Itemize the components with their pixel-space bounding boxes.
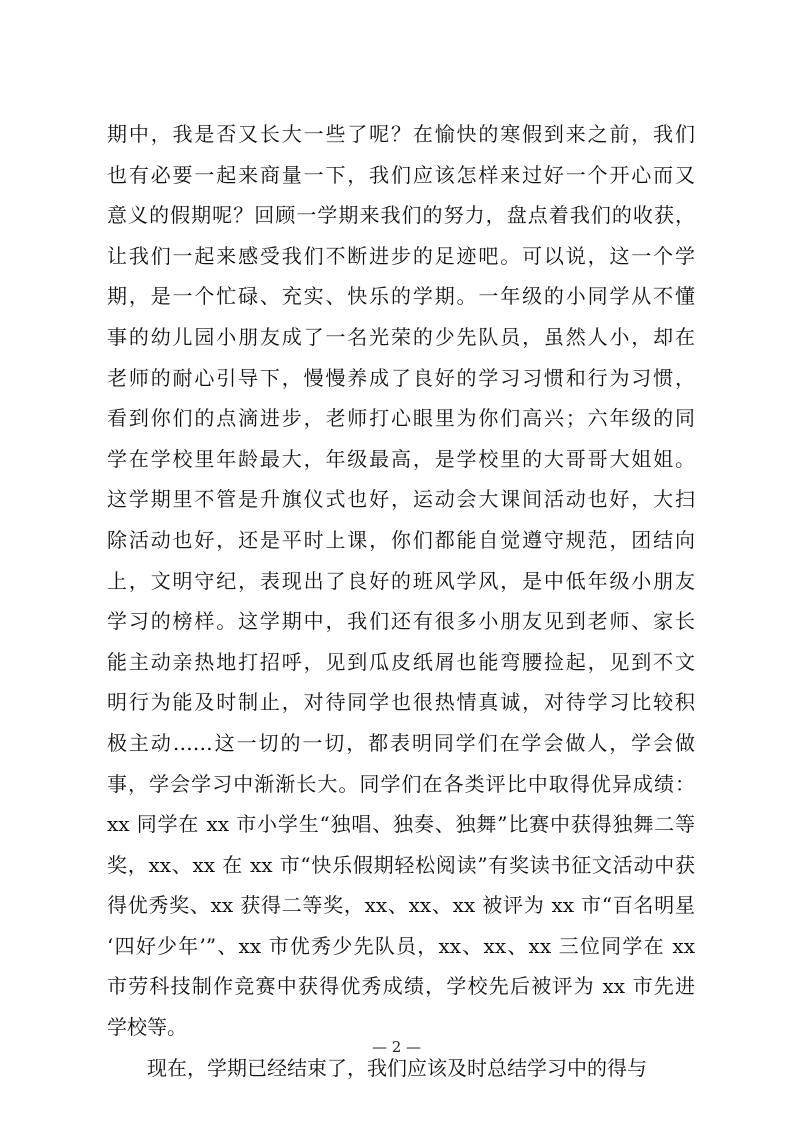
text-line: 上，文明守纪，表现出了良好的班风学风，是中低年级小朋友 bbox=[107, 568, 695, 593]
text-line: 看到你们的点滴进步，老师打心眼里为你们高兴；六年级的同 bbox=[107, 406, 695, 431]
text-line: 得优秀奖、xx 获得二等奖，xx、xx、xx 被评为 xx 市“百名明星 bbox=[107, 893, 695, 918]
text-line: 明行为能及时制止，对待同学也很热情真诚，对待学习比较积 bbox=[107, 690, 695, 715]
text-line: 奖，xx、xx 在 xx 市“快乐假期轻松阅读”有奖读书征文活动中获 bbox=[107, 852, 695, 877]
text-line: 让我们一起来感受我们不断进步的足迹吧。可以说，这一个学 bbox=[107, 243, 695, 268]
text-line: 也有必要一起来商量一下，我们应该怎样来过好一个开心而又 bbox=[107, 162, 695, 187]
text-line: 意义的假期呢？回顾一学期来我们的努力，盘点着我们的收获， bbox=[107, 203, 695, 228]
text-line: 期，是一个忙碌、充实、快乐的学期。一年级的小同学从不懂 bbox=[107, 284, 695, 309]
text-line: 事，学会学习中渐渐长大。同学们在各类评比中取得优异成绩： bbox=[107, 771, 695, 796]
text-line: 学校等。 bbox=[107, 1015, 187, 1040]
text-line: 事的幼儿园小朋友成了一名光荣的少先队员，虽然人小，却在 bbox=[107, 324, 695, 349]
body-text bbox=[107, 114, 695, 1088]
text-line: 能主动亲热地打招呼，见到瓜皮纸屑也能弯腰捡起，见到不文 bbox=[107, 649, 695, 674]
text-line: ‘四好少年’”、xx 市优秀少先队员，xx、xx、xx 三位同学在 xx bbox=[107, 933, 695, 958]
text-line: 学习的榜样。这学期中，我们还有很多小朋友见到老师、家长 bbox=[107, 609, 695, 634]
text-line: 除活动也好，还是平时上课，你们都能自觉遵守规范，团结向 bbox=[107, 527, 695, 552]
paragraph-start-line: 现在，学期已经结束了，我们应该及时总结学习中的得与 bbox=[147, 1055, 647, 1080]
text-line: 期中，我是否又长大一些了呢？在愉快的寒假到来之前，我们 bbox=[107, 122, 695, 146]
text-line: xx 同学在 xx 市小学生“独唱、独奏、独舞”比赛中获得独舞二等 bbox=[107, 812, 695, 837]
text-line: 市劳科技制作竞赛中获得优秀成绩，学校先后被评为 xx 市先进 bbox=[107, 974, 695, 999]
text-line: 极主动……这一切的一切，都表明同学们在学会做人，学会做 bbox=[107, 730, 695, 755]
text-line: 老师的耐心引导下，慢慢养成了良好的学习习惯和行为习惯， bbox=[107, 365, 695, 390]
page-number: — 2 — bbox=[371, 1038, 422, 1056]
text-line: 学在学校里年龄最大，年级最高，是学校里的大哥哥大姐姐。 bbox=[107, 446, 695, 471]
text-line: 这学期里不管是升旗仪式也好，运动会大课间活动也好，大扫 bbox=[107, 487, 695, 512]
